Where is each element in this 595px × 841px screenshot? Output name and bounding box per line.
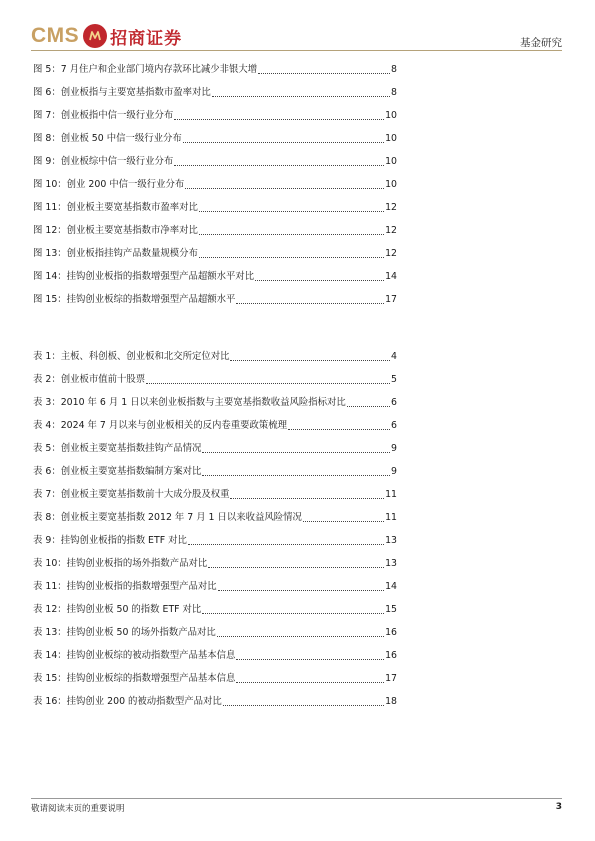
toc-entry-page: 11 [385,512,397,523]
toc-entry-title: 表 13：挂钩创业板 50 的场外指数产品对比 [33,627,216,638]
leader-dots [183,142,384,143]
footer-divider [31,798,562,799]
leader-dots [174,165,384,166]
toc-entry[interactable] [33,626,397,640]
toc-entry[interactable] [33,442,397,456]
toc-entry-page: 9 [391,443,397,454]
toc-entry[interactable] [33,534,397,548]
toc-entry-title: 表 14：挂钩创业板综的被动指数型产品基本信息 [33,650,236,661]
toc-entry-title: 表 9：挂钩创业板指的指数 ETF 对比 [33,535,187,546]
leader-dots [236,659,384,660]
toc-entry-title: 图 7：创业板指中信一级行业分布 [33,110,174,121]
toc-entry-title: 图 15：挂钩创业板综的指数增强型产品超额水平 [33,294,236,305]
toc-entry-page: 10 [385,133,397,144]
leader-dots [202,452,390,453]
toc-entry-page: 17 [385,673,397,684]
toc-entry-title: 表 6：创业板主要宽基指数编制方案对比 [33,466,202,477]
toc-entry-page: 14 [385,581,397,592]
toc-entry-title: 图 5：7 月住户和企业部门境内存款环比减少非银大增 [33,64,258,75]
toc-entry-title: 图 11：创业板主要宽基指数市盈率对比 [33,202,198,213]
leader-dots [146,383,390,384]
leader-dots [199,257,384,258]
leader-dots [202,475,390,476]
toc-entry-title: 表 15：挂钩创业板综的指数增强型产品基本信息 [33,673,236,684]
toc-entry-page: 18 [385,696,397,707]
toc-entry[interactable] [33,488,397,502]
toc-entry-title: 表 16：挂钩创业 200 的被动指数型产品对比 [33,696,222,707]
toc-entry-title: 图 9：创业板综中信一级行业分布 [33,156,174,167]
toc-entry[interactable] [33,109,397,123]
toc-entry-page: 6 [391,397,397,408]
toc-entry-page: 13 [385,558,397,569]
toc-entry-page: 10 [385,156,397,167]
toc-entry-page: 13 [385,535,397,546]
toc-entry-page: 5 [391,374,397,385]
toc-entry-title: 图 10：创业 200 中信一级行业分布 [33,179,185,190]
leader-dots [303,521,384,522]
header-divider [31,50,562,51]
toc-entry-title: 表 4：2024 年 7 月以来与创业板相关的反内卷重要政策梳理 [33,420,287,431]
toc-entry-title: 表 3：2010 年 6 月 1 日以来创业板指数与主要宽基指数收益风险指标对比 [33,397,346,408]
toc-entry[interactable] [33,86,397,100]
toc-entry[interactable] [33,557,397,571]
toc-entry[interactable] [33,396,397,410]
leader-dots [202,613,384,614]
toc-entry-title: 图 13：创业板指挂钩产品数量规模分布 [33,248,198,259]
toc-entry[interactable] [33,373,397,387]
toc-entry-title: 表 2：创业板市值前十股票 [33,374,146,385]
logo-seal-icon [83,24,107,48]
leader-dots [199,234,384,235]
section-label: 基金研究 [520,37,562,49]
toc-entry-page: 16 [385,650,397,661]
leader-dots [174,119,384,120]
leader-dots [217,636,384,637]
toc-entry-page: 11 [385,489,397,500]
toc-entry[interactable] [33,465,397,479]
toc-entry-title: 表 1：主板、科创板、创业板和北交所定位对比 [33,351,230,362]
toc-entry-title: 表 11：挂钩创业板指的指数增强型产品对比 [33,581,217,592]
leader-dots [230,360,390,361]
toc-entry[interactable] [33,201,397,215]
toc-entry[interactable] [33,511,397,525]
toc-entry-page: 16 [385,627,397,638]
leader-dots [230,498,384,499]
toc-entry-title: 表 5：创业板主要宽基指数挂钩产品情况 [33,443,202,454]
toc-entry-page: 8 [391,87,397,98]
toc-entry-title: 表 8：创业板主要宽基指数 2012 年 7 月 1 日以来收益风险情况 [33,512,302,523]
toc-entry-page: 14 [385,271,397,282]
leader-dots [188,544,384,545]
toc-entry-title: 图 14：挂钩创业板指的指数增强型产品超额水平对比 [33,271,255,282]
toc-entry-page: 6 [391,420,397,431]
leader-dots [288,429,390,430]
logo-text-en: CMS [31,24,80,47]
toc-entry[interactable] [33,603,397,617]
toc-entry[interactable] [33,695,397,709]
toc-entry-title: 图 12：创业板主要宽基指数市净率对比 [33,225,198,236]
toc-entry[interactable] [33,580,397,594]
toc-entry-page: 10 [385,110,397,121]
toc-entry[interactable] [33,132,397,146]
toc-entry[interactable] [33,155,397,169]
toc-entry[interactable] [33,270,397,284]
toc-entry[interactable] [33,350,397,364]
leader-dots [208,567,384,568]
leader-dots [258,73,390,74]
leader-dots [223,705,384,706]
leader-dots [218,590,384,591]
company-logo [31,22,182,50]
toc-entry-title: 表 12：挂钩创业板 50 的指数 ETF 对比 [33,604,202,615]
toc-entry[interactable] [33,247,397,261]
leader-dots [185,188,384,189]
logo-text-cn: 招商证券 [110,28,183,49]
toc-entry-page: 17 [385,294,397,305]
leader-dots [236,682,384,683]
toc-entry-page: 4 [391,351,397,362]
toc-entry[interactable] [33,649,397,663]
toc-entry-page: 8 [391,64,397,75]
toc-entry-title: 表 10：挂钩创业板指的场外指数产品对比 [33,558,208,569]
leader-dots [199,211,384,212]
toc-entry-title: 图 8：创业板 50 中信一级行业分布 [33,133,182,144]
toc-entry-page: 9 [391,466,397,477]
toc-entry-page: 12 [385,248,397,259]
toc-entry-title: 表 7：创业板主要宽基指数前十大成分股及权重 [33,489,230,500]
leader-dots [236,303,384,304]
toc-entry[interactable] [33,419,397,433]
leader-dots [255,280,384,281]
toc-entry-page: 15 [385,604,397,615]
page-number: 3 [555,802,562,812]
toc-entry[interactable] [33,672,397,686]
footer-disclaimer: 敬请阅读末页的重要说明 [31,804,125,814]
page-header [0,0,595,58]
toc-entry[interactable] [33,63,397,77]
toc-entry-page: 12 [385,202,397,213]
toc-entry[interactable] [33,178,397,192]
leader-dots [212,96,390,97]
toc-entry[interactable] [33,224,397,238]
leader-dots [347,406,390,407]
toc-entry-page: 10 [385,179,397,190]
toc-entry[interactable] [33,293,397,307]
toc-entry-page: 12 [385,225,397,236]
toc-entry-title: 图 6：创业板指与主要宽基指数市盈率对比 [33,87,211,98]
